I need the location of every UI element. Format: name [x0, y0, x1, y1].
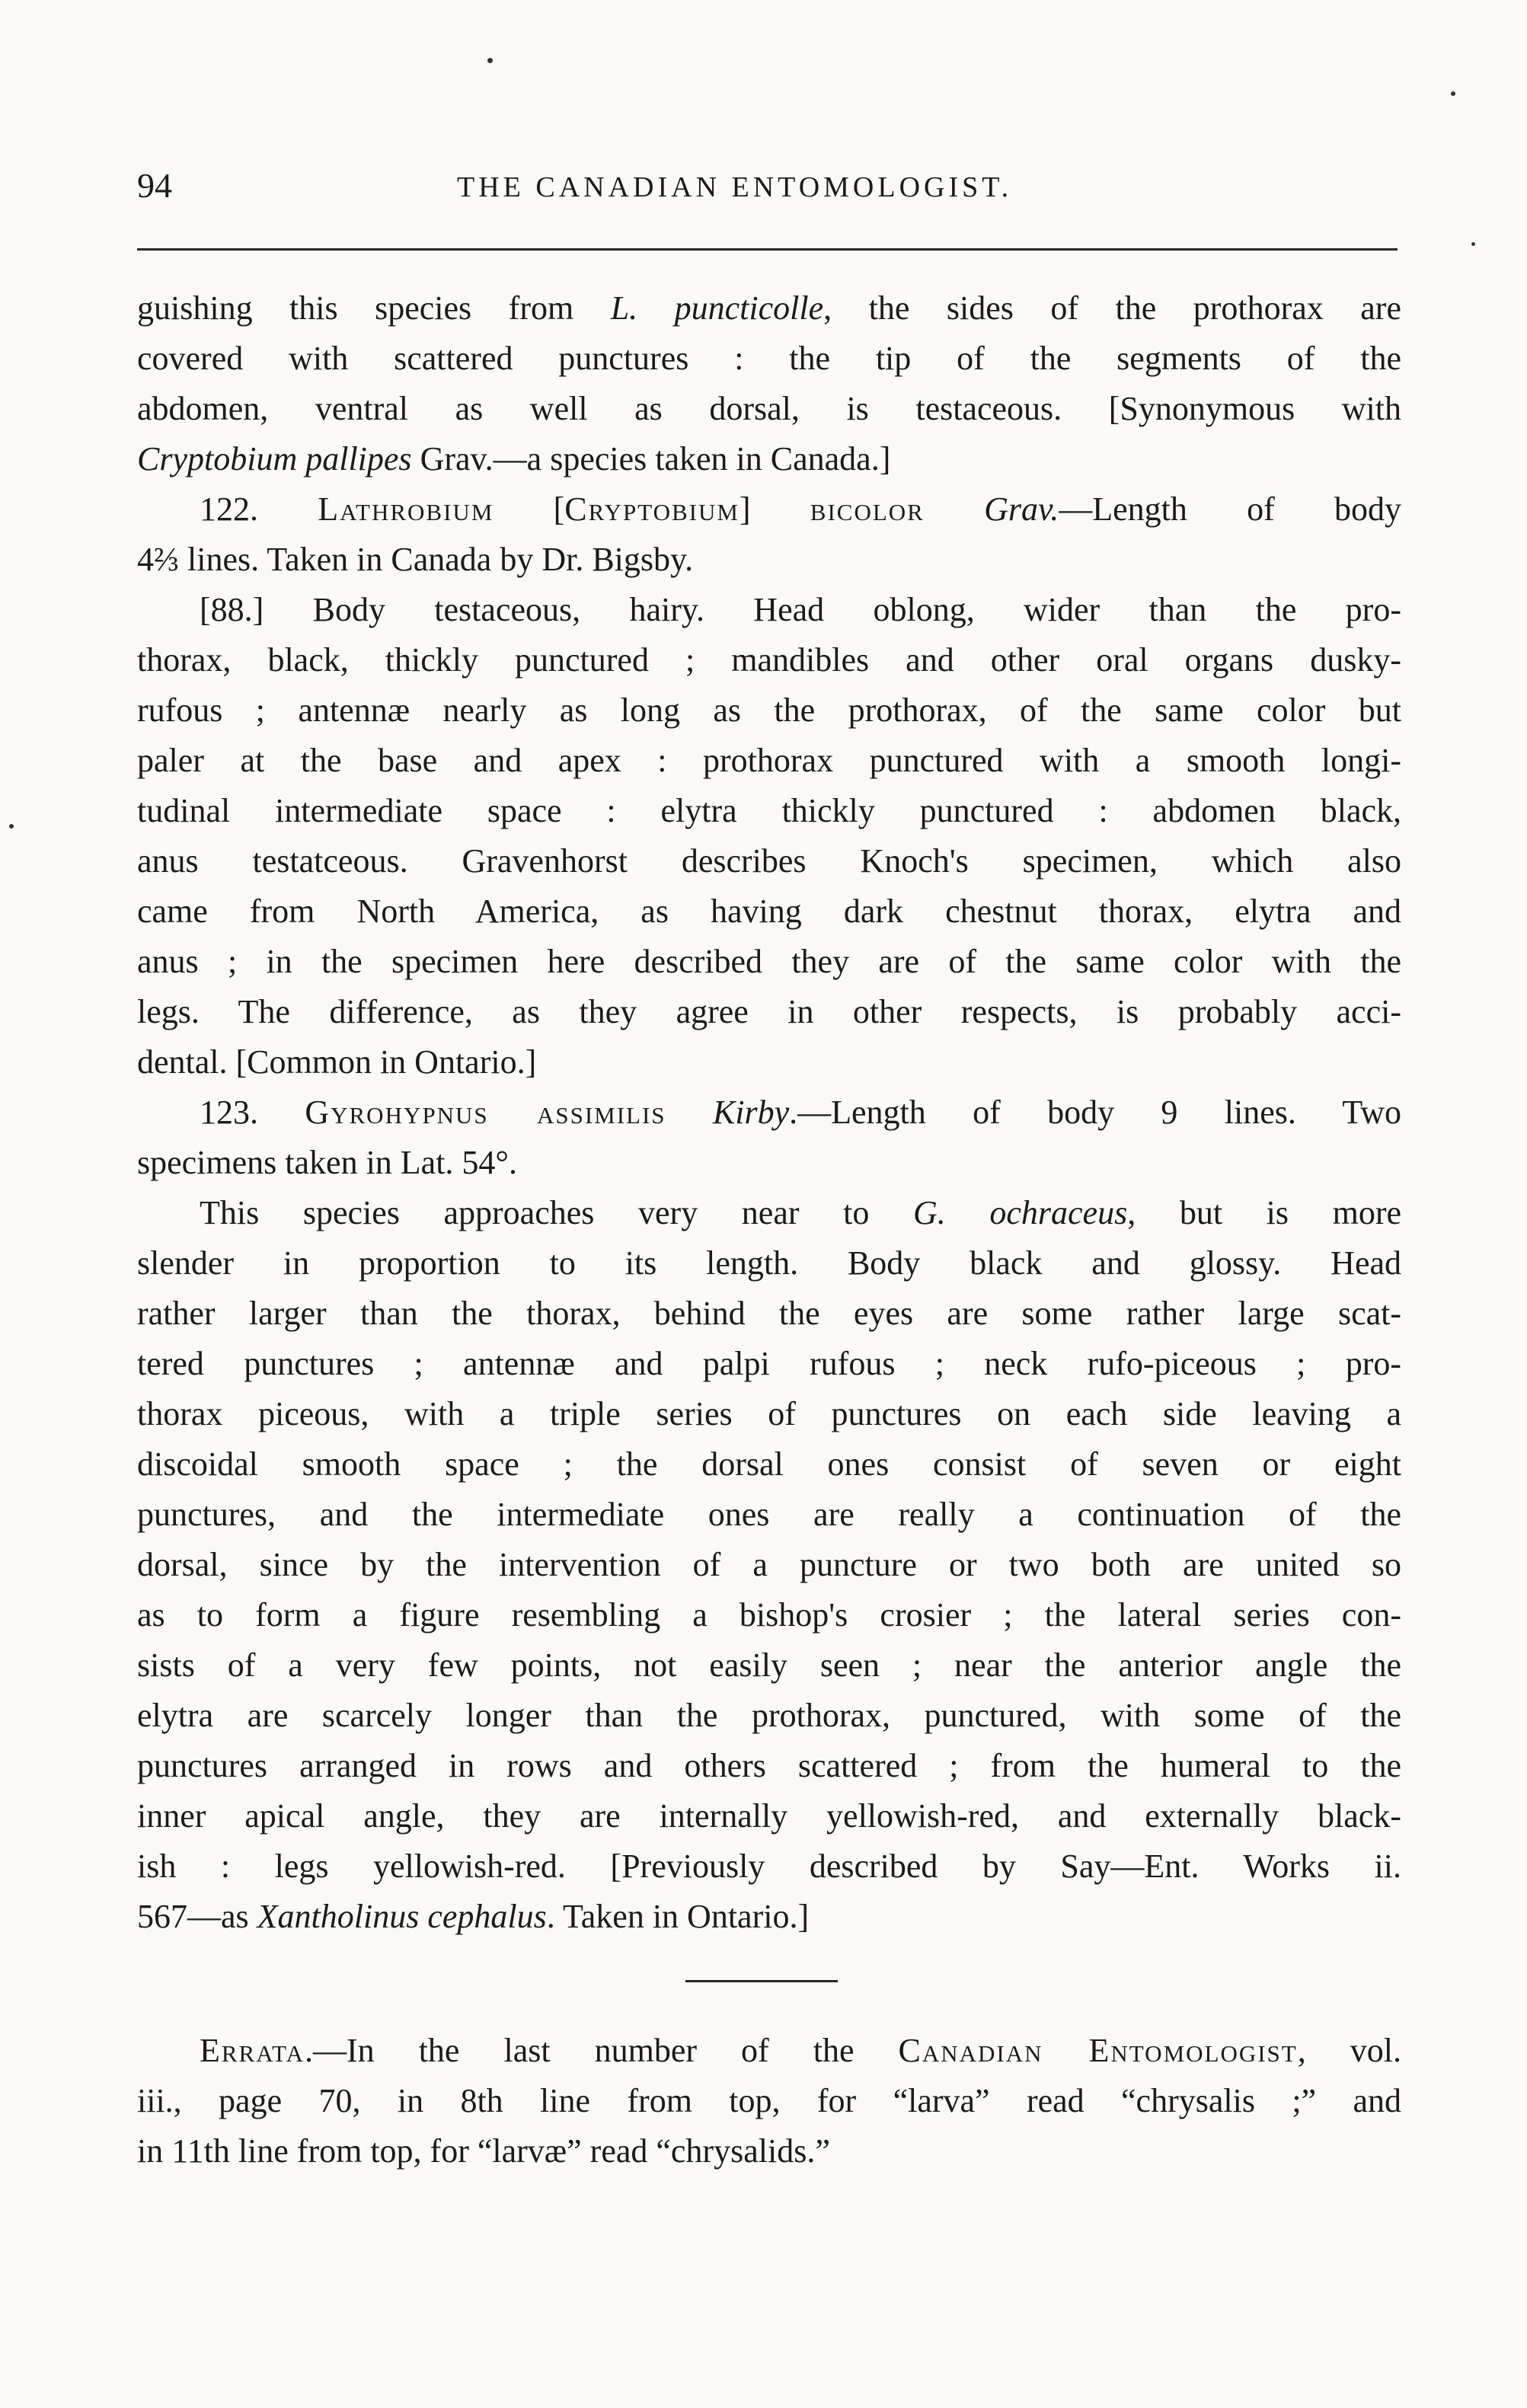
body-line [137, 987, 1401, 1037]
body-line [137, 384, 1401, 434]
text-run: anus testatceous. Gravenhorst describes Knoch's specimen, which also [137, 842, 1401, 880]
body-line [137, 1540, 1401, 1590]
text-run: , but is more [1127, 1194, 1402, 1231]
print-speck [1451, 91, 1455, 96]
text-run: tered punctures ; antennæ and palpi rufous ; neck rufo-piceous ; pro- [137, 1345, 1401, 1382]
text-run: dental. [Common in Ontario.] [137, 1043, 537, 1081]
italic-run: Grav. [984, 490, 1059, 528]
body-line [137, 836, 1401, 886]
text-run: legs. The difference, as they agree in other respects, is probably acci- [137, 993, 1401, 1030]
text-run: thorax, black, thickly punctured ; mandibles and other oral organs dusky- [137, 641, 1401, 679]
text-run: elytra are scarcely longer than the prothorax, punctured, with some of the [137, 1697, 1401, 1734]
small-caps-run: Lathrobium [318, 490, 494, 528]
text-run: ] [739, 490, 810, 528]
italic-run: Xantholinus cephalus [257, 1898, 547, 1935]
text-run: as to form a figure resembling a bishop's crosier ; the lateral series con- [137, 1596, 1401, 1634]
page-header [137, 163, 1394, 209]
small-caps-run: bicolor [810, 490, 925, 528]
errata-note [137, 2026, 1401, 2176]
italic-run: Kirby [712, 1094, 790, 1131]
body-line [137, 1339, 1401, 1389]
body-line [137, 283, 1401, 334]
text-run: abdomen, ventral as well as dorsal, is testaceous. [Synonymous with [137, 390, 1401, 427]
text-run: inner apical angle, they are internally yellowish-red, and externally black- [137, 1797, 1401, 1835]
text-run: discoidal smooth space ; the dorsal ones consist of seven or eight [137, 1445, 1401, 1483]
text-run: —Length of body [1059, 490, 1401, 528]
text-run: This species approaches very near to [200, 1194, 913, 1231]
body-line [137, 1238, 1401, 1289]
text-run: 122. [200, 490, 318, 528]
body-line [137, 1389, 1401, 1439]
text-run: in 11th line from top, for “larvæ” read “chrysalids.” [137, 2132, 830, 2170]
text-run: rufous ; antennæ nearly as long as the prothorax, of the same color but [137, 691, 1401, 729]
body-line [137, 786, 1401, 836]
body-line [137, 886, 1401, 937]
italic-run: Cryptobium pallipes [137, 440, 412, 477]
header-rule [137, 248, 1398, 251]
text-run: [ [494, 490, 565, 528]
text-run: .—Length of body 9 lines. Two [789, 1094, 1401, 1131]
body-line [137, 736, 1401, 786]
body-line [137, 1841, 1401, 1892]
small-caps-run: Canadian Entomologist [898, 2032, 1298, 2069]
body-line [137, 334, 1401, 384]
text-run: thorax piceous, with a triple series of punctures on each side leaving a [137, 1395, 1401, 1432]
errata-line [137, 2126, 1401, 2176]
body-text [137, 283, 1401, 1942]
body-line [137, 585, 1401, 635]
text-run: punctures arranged in rows and others scattered ; from the humeral to the [137, 1747, 1401, 1784]
text-run: Grav.—a species taken in Canada.] [411, 440, 891, 477]
text-run: dorsal, since by the intervention of a puncture or two both are united so [137, 1546, 1401, 1583]
italic-run: L. puncticolle [610, 289, 824, 327]
body-line [137, 1691, 1401, 1741]
body-line [137, 1037, 1401, 1087]
text-run [925, 490, 984, 528]
body-line [137, 1289, 1401, 1339]
section-divider [685, 1980, 838, 1982]
body-line [137, 1590, 1401, 1640]
body-line [137, 1188, 1401, 1238]
print-speck [487, 58, 493, 63]
text-run: 123. [200, 1094, 305, 1131]
text-run: anus ; in the specimen here described they are of the same color with the [137, 943, 1401, 980]
text-run: guishing this species from [137, 289, 611, 327]
text-run: sists of a very few points, not easily seen ; near the anterior angle the [137, 1646, 1401, 1684]
text-run: rather larger than the thorax, behind the eyes are some rather large scat- [137, 1295, 1401, 1332]
text-run: specimens taken in Lat. 54°. [137, 1144, 518, 1181]
text-run: . Taken in Ontario.] [546, 1898, 810, 1935]
body-line [137, 484, 1401, 535]
text-run: [88.] Body testaceous, hairy. Head oblong, wider than the pro- [200, 591, 1401, 628]
body-line [137, 1138, 1401, 1188]
small-caps-run: Errata [200, 2032, 305, 2069]
body-line [137, 434, 1401, 484]
text-run: covered with scattered punctures : the tip of the segments of the [137, 340, 1401, 377]
page-number: 94 [137, 166, 172, 205]
text-run: slender in proportion to its length. Body black and glossy. Head [137, 1244, 1401, 1282]
text-run: ish : legs yellowish-red. [Previously described by Say—Ent. Works ii. [137, 1848, 1401, 1885]
text-run: , the sides of the prothorax are [823, 289, 1401, 327]
print-speck [1471, 242, 1475, 246]
errata-line [137, 2076, 1401, 2126]
body-line [137, 635, 1401, 685]
errata-line [137, 2026, 1401, 2076]
text-run: punctures, and the intermediate ones are really a continuation of the [137, 1496, 1401, 1533]
body-line [137, 1087, 1401, 1138]
text-run [666, 1094, 713, 1131]
running-title: THE CANADIAN ENTOMOLOGIST. [457, 171, 1013, 203]
body-line [137, 685, 1401, 736]
body-line [137, 1791, 1401, 1841]
body-line [137, 1640, 1401, 1691]
text-run: .—In the last number of the [305, 2032, 899, 2069]
body-line [137, 535, 1401, 585]
body-line [137, 1741, 1401, 1791]
print-speck [9, 824, 14, 829]
text-run: paler at the base and apex : prothorax punctured with a smooth longi- [137, 742, 1401, 779]
body-line [137, 1892, 1401, 1942]
small-caps-run: Cryptobium [564, 490, 740, 528]
text-run: iii., page 70, in 8th line from top, for “larva” read “chrysalis ;” and [137, 2082, 1401, 2119]
text-run: 4⅔ lines. Taken in Canada by Dr. Bigsby. [137, 541, 694, 578]
body-line [137, 1439, 1401, 1490]
text-run: came from North America, as having dark chestnut thorax, elytra and [137, 893, 1401, 930]
italic-run: G. ochraceus [912, 1194, 1128, 1231]
text-run: , vol. [1297, 2032, 1401, 2069]
text-run: tudinal intermediate space : elytra thickly punctured : abdomen black, [137, 792, 1401, 829]
small-caps-run: Gyrohypnus assimilis [305, 1094, 666, 1131]
text-run: 567—as [137, 1898, 257, 1935]
body-line [137, 937, 1401, 987]
body-line [137, 1490, 1401, 1540]
